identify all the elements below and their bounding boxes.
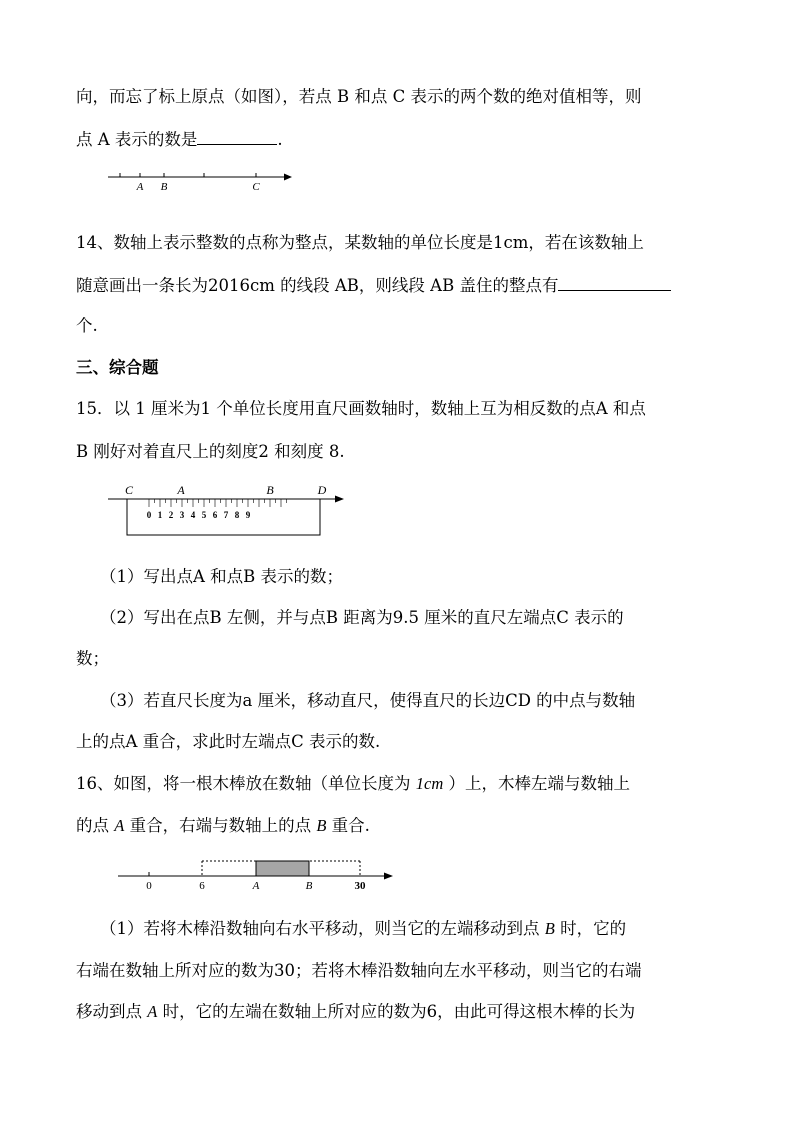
ruler-tick-8: 8 — [234, 510, 240, 520]
q13-number-line-figure — [100, 165, 300, 195]
q16-sub1-line3-start: 移动到点 — [76, 1002, 148, 1021]
q16-sub1-start: （1）若将木棒沿数轴向右水平移动，则当它的左端移动到点 — [100, 919, 545, 938]
ruler-tick-2: 2 — [168, 510, 174, 520]
q16-stick-figure — [112, 852, 402, 894]
q13-period: . — [277, 130, 283, 149]
q15-label-d: D — [317, 483, 327, 497]
q16-label-6: 6 — [199, 880, 205, 892]
q13-text-line2 — [76, 128, 283, 151]
q15-sub1: （1）写出点A 和点B 表示的数； — [100, 567, 344, 586]
q16-line1-start: 16、如图，将一根木棒放在数轴（单位长度为 — [76, 774, 416, 793]
q16-sub1-point: B — [544, 919, 555, 938]
q16-label-a: A — [252, 880, 260, 892]
q15-label-b: B — [266, 483, 274, 497]
q16-point-a: A — [114, 816, 125, 835]
q13-label-a: A — [136, 181, 144, 193]
q15-text-line2: B 刚好对着直尺上的刻度2 和刻度 8. — [76, 442, 345, 461]
q16-unit: 1cm — [415, 774, 444, 793]
q15-sub3-line2: 上的点A 重合，求此时左端点C 表示的数. — [76, 732, 381, 751]
q16-line2-mid: 重合，右端与数轴上的点 — [124, 816, 317, 835]
ruler-tick-1: 1 — [157, 510, 163, 520]
section-heading: 三、综合题 — [76, 358, 159, 377]
q13-answer-blank[interactable] — [197, 128, 277, 145]
q16-line2-end: 重合. — [326, 816, 370, 835]
q16-label-30: 30 — [354, 880, 366, 892]
ruler-tick-3: 3 — [179, 510, 185, 520]
q13-label-b: B — [160, 181, 168, 193]
q16-sub1-line2: 右端在数轴上所对应的数为30；若将木棒沿数轴向左水平移动，则当它的右端 — [76, 961, 642, 980]
q16-label-b: B — [305, 880, 313, 892]
q15-label-a: A — [177, 483, 185, 497]
q16-sub1-end: 时，它的 — [554, 919, 627, 938]
q15-sub2-line1: （2）写出在点B 左侧，并与点B 距离为9.5 厘米的直尺左端点C 表示的 — [100, 608, 624, 627]
q15-sub2-line2: 数； — [76, 649, 109, 668]
q14-text-line1: 14、数轴上表示整数的点称为整点，某数轴的单位长度是1cm，若在该数轴上 — [76, 233, 644, 252]
q16-sub1-line3-end: 时，它的左端在数轴上所对应的数为6，由此可得这根木棒的长为 — [157, 1002, 636, 1021]
q16-sub1-line3-point: A — [147, 1002, 158, 1021]
q14-prompt: 随意画出一条长为2016cm 的线段 AB，则线段 AB 盖住的整点有 — [76, 276, 559, 295]
q13-text-line1: 向，而忘了标上原点（如图），若点 B 和点 C 表示的两个数的绝对值相等，则 — [76, 87, 642, 106]
q16-sub1-line3 — [76, 1001, 635, 1023]
q14-text-line3: 个. — [76, 316, 98, 335]
ruler-tick-9: 9 — [245, 510, 251, 520]
ruler-tick-5: 5 — [201, 510, 207, 520]
ruler-tick-0: 0 — [146, 510, 152, 520]
q16-text-line1 — [76, 773, 630, 795]
q16-line2-start: 的点 — [76, 816, 115, 835]
q16-sub1-line1 — [100, 918, 626, 940]
ruler-tick-6: 6 — [212, 510, 218, 520]
ruler-tick-7: 7 — [223, 510, 229, 520]
q15-text-line1: 15．以 1 厘米为1 个单位长度用直尺画数轴时，数轴上互为相反数的点A 和点 — [76, 399, 646, 418]
q16-text-line2 — [76, 815, 370, 837]
q14-text-line2 — [76, 274, 671, 297]
q13-label-c: C — [252, 181, 260, 193]
q15-sub3-line1: （3）若直尺长度为a 厘米，移动直尺，使得直尺的长边CD 的中点与数轴 — [100, 691, 636, 710]
q15-ruler-figure — [104, 480, 354, 542]
q16-label-0: 0 — [146, 880, 152, 892]
q15-label-c: C — [124, 483, 134, 497]
q13-prompt: 点 A 表示的数是 — [76, 130, 198, 149]
q16-line1-end: ）上，木棒左端与数轴上 — [443, 774, 630, 793]
q16-point-b: B — [316, 816, 327, 835]
q14-answer-blank[interactable] — [558, 274, 671, 291]
stick-rect — [256, 861, 309, 876]
ruler-tick-4: 4 — [190, 510, 196, 520]
